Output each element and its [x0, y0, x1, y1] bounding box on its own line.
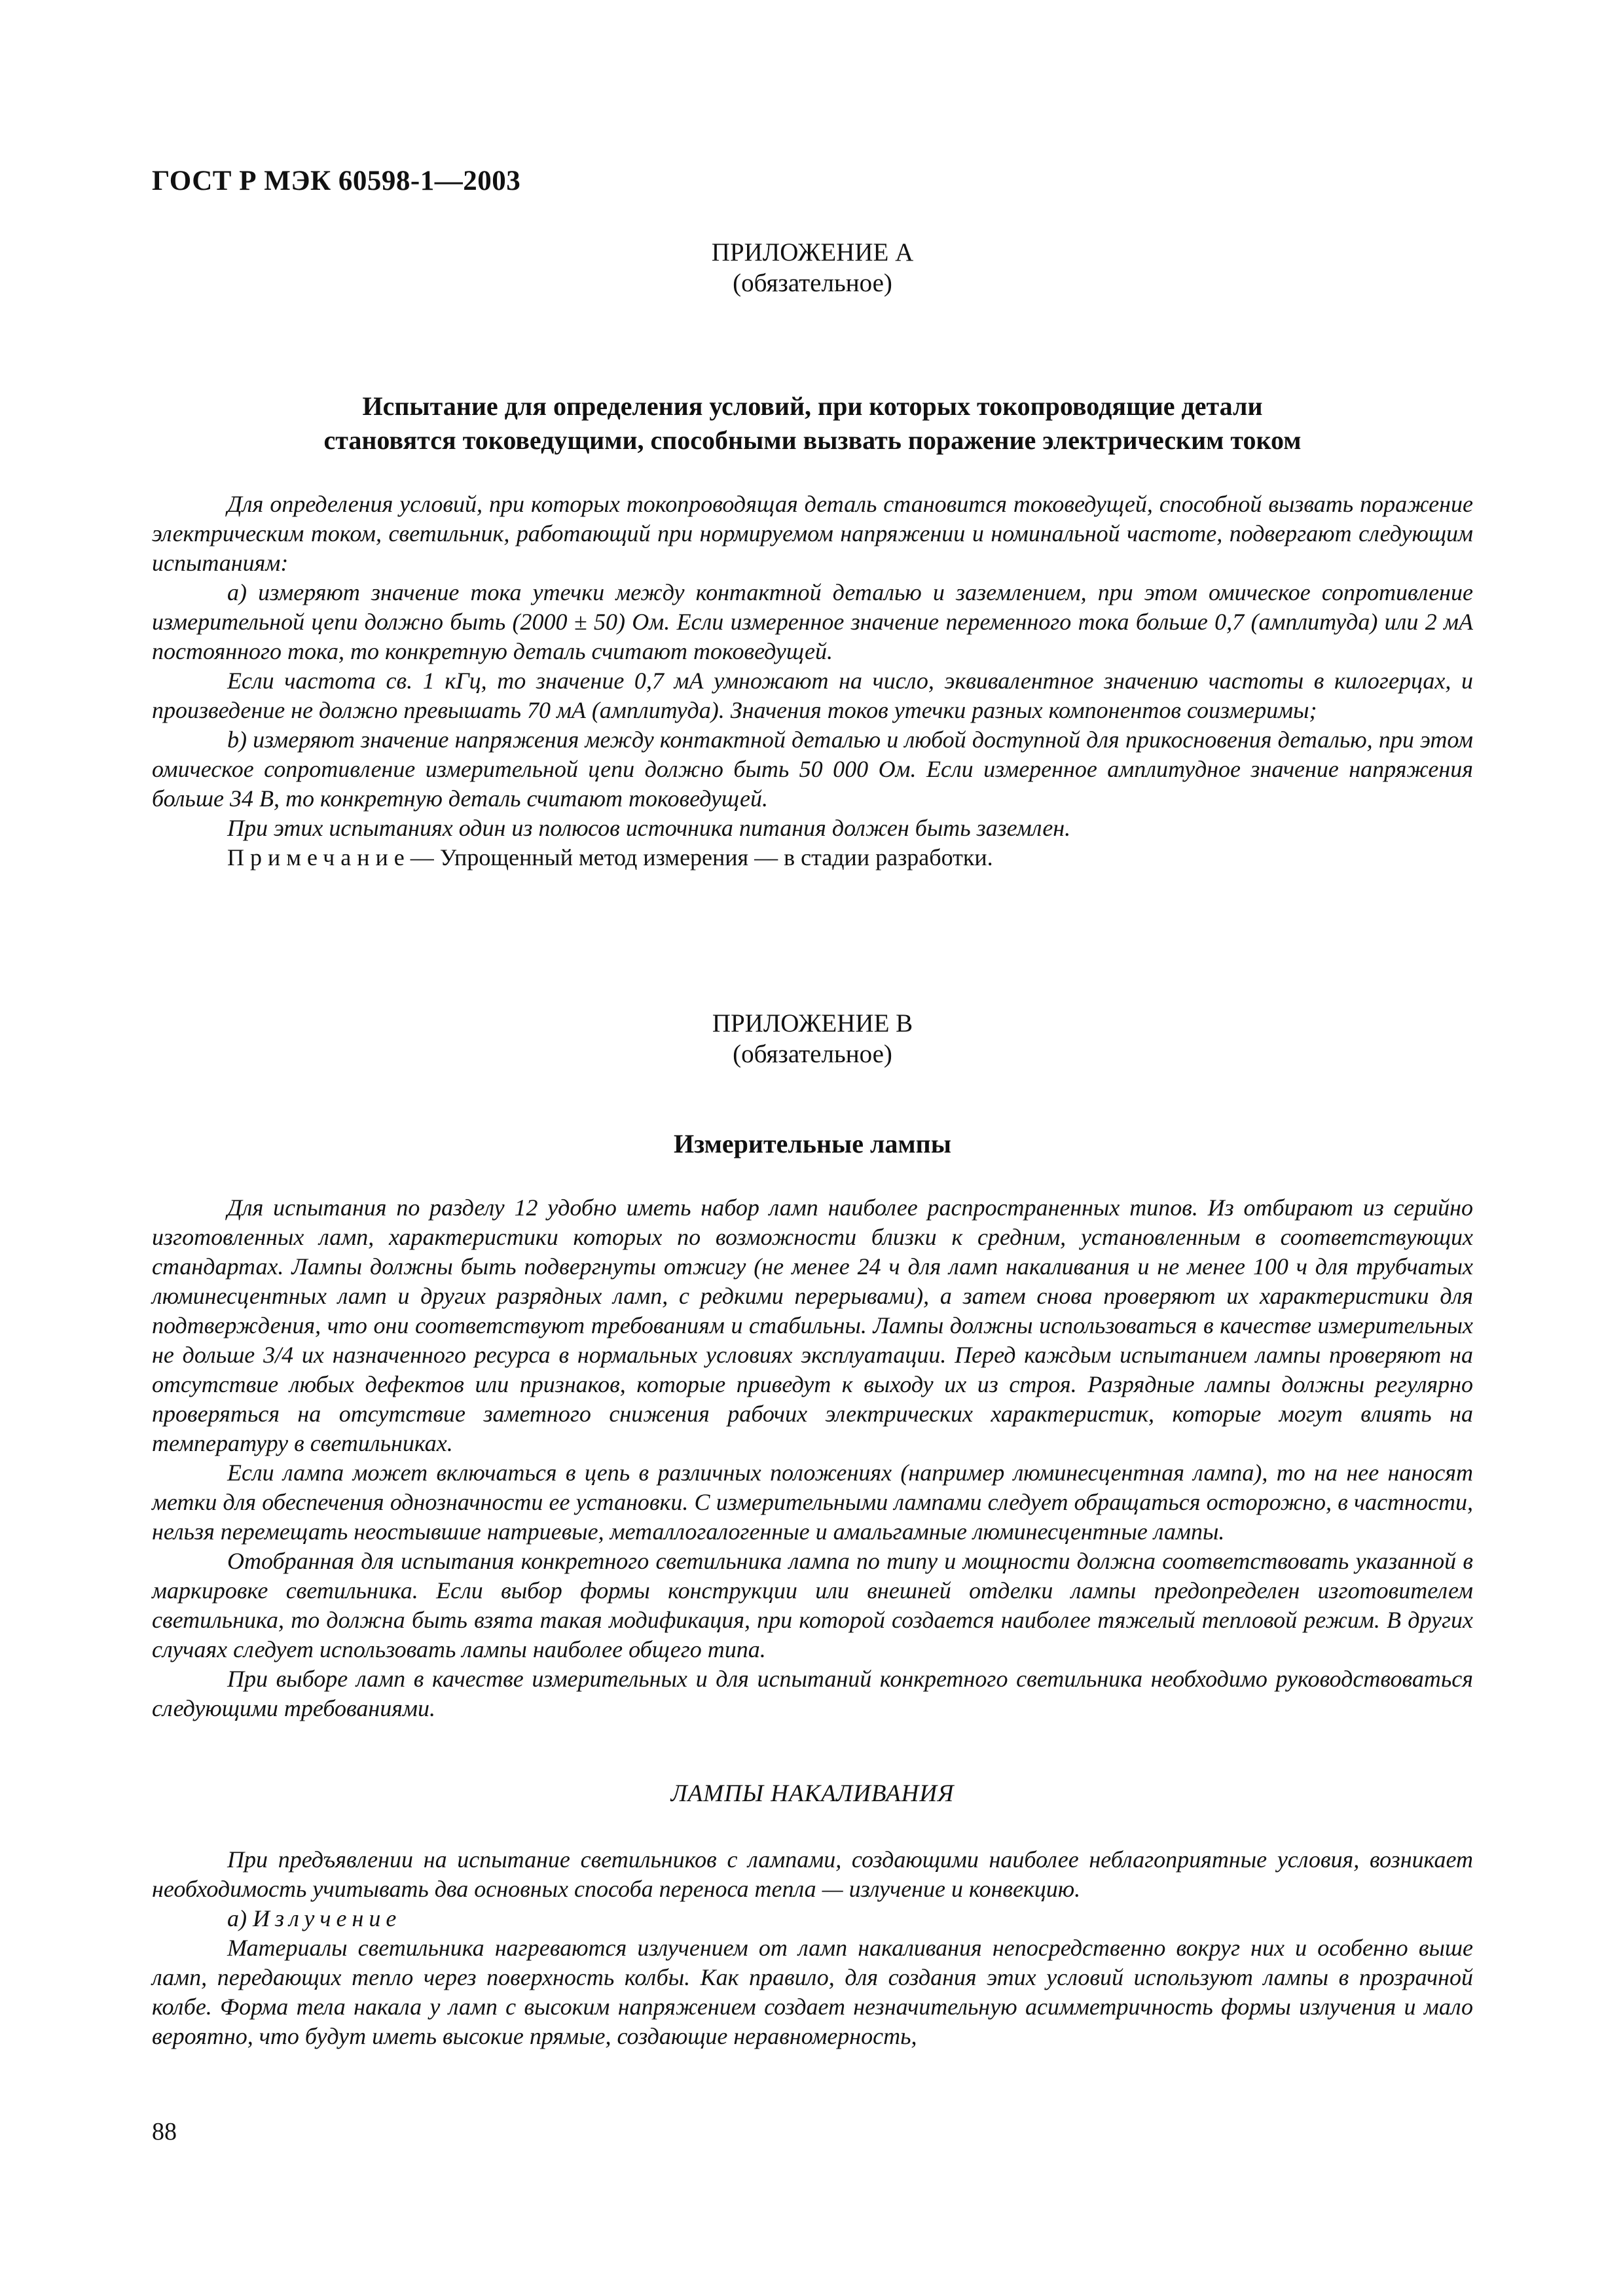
annex-a-status: (обязательное)	[733, 269, 892, 297]
subsection-paragraph: При предъявлении на испытание светильников с лампами, создающими наиболее неблагоприятные условия, возникает необходимость учитывать два основных способа переноса тепла — излучение и конвекцию.	[152, 1846, 1473, 1902]
annex-b-label: ПРИЛОЖЕНИЕ В	[712, 1009, 913, 1037]
annex-a-paragraph: Для определения условий, при которых токопроводящая деталь становится токоведущей, способной вызвать поражение электрическим током, светильник, работающий при нормируемом напряжении и номинальной частоте, подвергают следующим испытаниям:	[152, 491, 1473, 576]
note-text: — Упрощенный метод измерения — в стадии разработки.	[410, 844, 993, 870]
annex-b-paragraph: Если лампа может включаться в цепь в различных положениях (например люминесцентная лампа), то на нее наносят метки для обеспечения однозначности ее установки. С измерительными лампами следует обращаться осторожно, в частности, нельзя перемещать неостывшие натриевые, металлогалогенные и амальгамные люминесцентные лампы.	[152, 1460, 1473, 1545]
annex-a-paragraph: b) измеряют значение напряжения между контактной деталью и любой доступной для прикосновения деталью, при этом омическое сопротивление измерительной цепи должно быть 50 000 Ом. Если измеренное амплитудное значение напряжения больше 34 В, то конкретную деталь считают токоведущей.	[152, 726, 1473, 812]
annex-b-status: (обязательное)	[733, 1040, 892, 1068]
annex-b-body	[152, 1193, 1473, 1723]
document-code: ГОСТ Р МЭК 60598-1—2003	[152, 166, 521, 196]
annex-b-title: Измерительные лампы	[674, 1129, 951, 1158]
item-a-text: Материалы светильника нагреваются излучением от ламп накаливания непосредственно вокруг них и особенно выше ламп, передающих тепло через поверхность колбы. Как правило, для создания этих условий используют лампы в прозрачной колбе. Форма тела накала у ламп с высоким напряжением создает незначительную асимметричность формы излучения и мало вероятно, что будут иметь высокие прямые, создающие неравномерность,	[152, 1935, 1473, 2049]
annex-a-note	[152, 843, 1473, 872]
annex-a-label: ПРИЛОЖЕНИЕ А	[711, 238, 914, 266]
annex-a-title-line1: Испытание для определения условий, при которых токопроводящие детали	[362, 391, 1263, 421]
note-label: Примечание	[227, 844, 410, 870]
item-a-label: Излучение	[253, 1905, 402, 1931]
item-a-heading	[152, 1904, 1473, 1933]
page-number: 88	[152, 2118, 177, 2145]
annex-b-paragraph: Отобранная для испытания конкретного светильника лампа по типу и мощности должна соответствовать указанной в маркировке светильника. Если выбор формы конструкции или внешней отделки лампы предопределен изготовителем светильника, то должна быть взята такая модификация, при которой создается наиболее тяжелый тепловой режим. В других случаях следует использовать лампы наиболее общего типа.	[152, 1548, 1473, 1662]
annex-a-body	[152, 490, 1473, 872]
subsection-body	[152, 1845, 1473, 2051]
subsection-title: ЛАМПЫ НАКАЛИВАНИЯ	[670, 1780, 955, 1807]
annex-a-title-line2: становятся токоведущими, способными вызвать поражение электрическим током	[323, 425, 1302, 455]
item-a-prefix: a)	[227, 1905, 247, 1931]
annex-a-paragraph: Если частота св. 1 кГц, то значение 0,7 мА умножают на число, эквивалентное значению частоты в килогерцах, и произведение не должно превышать 70 мА (амплитуда). Значения токов утечки разных компонентов соизмеримы;	[152, 668, 1473, 723]
annex-a-paragraph: При этих испытаниях один из полюсов источника питания должен быть заземлен.	[227, 815, 1071, 841]
annex-a-paragraph: a) измеряют значение тока утечки между контактной деталью и заземлением, при этом омическое сопротивление измерительной цепи должно быть (2000 ± 50) Ом. Если измеренное значение переменного тока больше 0,7 (амплитуда) или 2 мА постоянного тока, то конкретную деталь считают токоведущей.	[152, 579, 1473, 664]
annex-b-paragraph: Для испытания по разделу 12 удобно иметь набор ламп наиболее распространенных типов. Из отбирают из серийно изготовленных ламп, характеристики которых по возможности близки к средним, установленным в соответствующих стандартах. Лампы должны быть подвергнуты отжигу (не менее 24 ч для ламп накаливания и не менее 100 ч для трубчатых люминесцентных ламп и других разрядных ламп, с редкими перерывами), а затем снова проверяют их характеристики для подтверждения, что они соответствуют требованиям и стабильны. Лампы должны использоваться в качестве измерительных не дольше 3/4 их назначенного ресурса в нормальных условиях эксплуатации. Перед каждым испытанием лампы проверяют на отсутствие любых дефектов или признаков, которые приведут к выходу их из строя. Разрядные лампы должны регулярно проверяться на отсутствие заметного снижения рабочих электрических характеристик, которые могут влиять на температуру в светильниках.	[152, 1194, 1473, 1456]
annex-b-paragraph: При выборе ламп в качестве измерительных и для испытаний конкретного светильника необходимо руководствоваться следующими требованиями.	[152, 1666, 1473, 1721]
